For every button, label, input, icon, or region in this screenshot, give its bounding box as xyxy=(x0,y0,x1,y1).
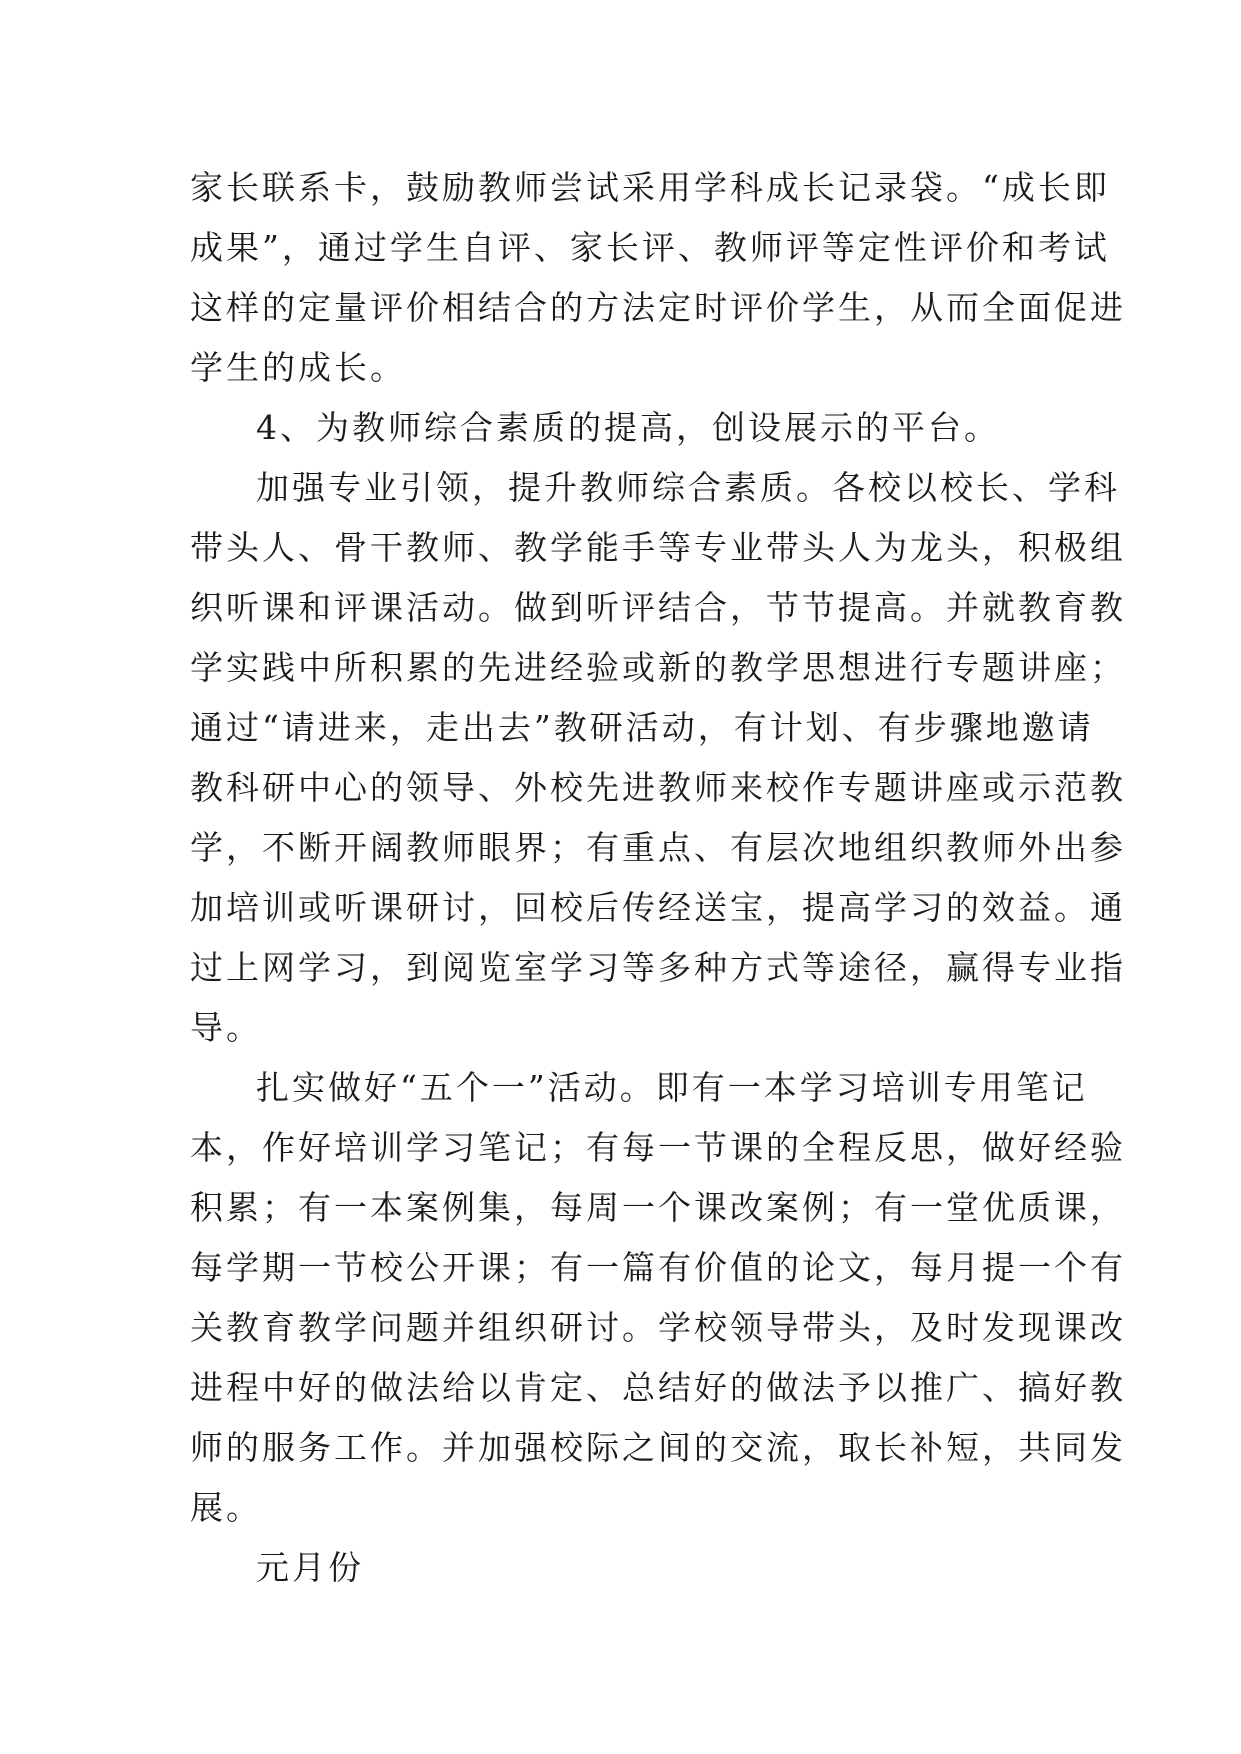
month-heading: 元月份 xyxy=(256,1548,364,1587)
text-line: 成果”，通过学生自评、家长评、教师评等定性评价和考试 xyxy=(190,228,1110,267)
text-line: 过上网学习，到阅览室学习等多种方式等途径，赢得专业指 xyxy=(190,948,1126,987)
text-line: 带头人、骨干教师、教学能手等专业带头人为龙头，积极组 xyxy=(190,528,1126,567)
text-line: 每学期一节校公开课；有一篇有价值的论文，每月提一个有 xyxy=(190,1248,1126,1287)
text-line: 师的服务工作。并加强校际之间的交流，取长补短，共同发 xyxy=(190,1428,1126,1467)
text-line: 学实践中所积累的先进经验或新的教学思想进行专题讲座； xyxy=(190,648,1126,687)
text-line: 加强专业引领，提升教师综合素质。各校以校长、学科 xyxy=(256,468,1120,507)
text-line: 通过“请进来，走出去”教研活动，有计划、有步骤地邀请 xyxy=(190,708,1094,747)
text-line: 学，不断开阔教师眼界；有重点、有层次地组织教师外出参 xyxy=(190,828,1126,867)
text-line: 导。 xyxy=(190,1008,262,1047)
text-line: 织听课和评课活动。做到听评结合，节节提高。并就教育教 xyxy=(190,588,1126,627)
text-line: 展。 xyxy=(190,1488,262,1527)
text-line: 本，作好培训学习笔记；有每一节课的全程反思，做好经验 xyxy=(190,1128,1126,1167)
document-body xyxy=(190,158,1126,1598)
text-line: 进程中好的做法给以肯定、总结好的做法予以推广、搞好教 xyxy=(190,1368,1126,1407)
text-line: 关教育教学问题并组织研讨。学校领导带头，及时发现课改 xyxy=(190,1308,1126,1347)
text-line: 家长联系卡，鼓励教师尝试采用学科成长记录袋。“成长即 xyxy=(190,168,1110,207)
text-line: 积累；有一本案例集，每周一个课改案例；有一堂优质课， xyxy=(190,1188,1126,1227)
text-line: 学生的成长。 xyxy=(190,348,406,387)
text-line: 这样的定量评价相结合的方法定时评价学生，从而全面促进 xyxy=(190,288,1126,327)
section-heading: 4、为教师综合素质的提高，创设展示的平台。 xyxy=(256,408,1000,447)
text-line: 加培训或听课研讨，回校后传经送宝，提高学习的效益。通 xyxy=(190,888,1126,927)
text-line: 教科研中心的领导、外校先进教师来校作专题讲座或示范教 xyxy=(190,768,1126,807)
text-line: 扎实做好“五个一”活动。即有一本学习培训专用笔记 xyxy=(256,1068,1088,1107)
